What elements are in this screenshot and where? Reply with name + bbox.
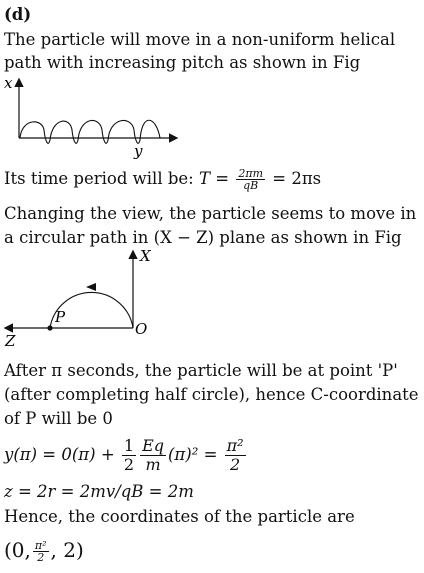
conclusion-line: Hence, the coordinates of the particle are xyxy=(4,507,355,526)
eq-y-half xyxy=(122,437,136,474)
eq-y-half-den: 2 xyxy=(123,455,135,474)
coords-num: π² xyxy=(34,539,47,552)
after-line-2: (after completing half circle), hence C-coordinate xyxy=(4,385,419,404)
fig1-y-label: y xyxy=(134,142,143,160)
period-eq: = xyxy=(210,169,235,188)
period-line xyxy=(4,168,321,191)
fig1-x-label: x xyxy=(4,74,13,92)
eq-y-lhs: y(π) = 0(π) + xyxy=(4,445,120,464)
eq-y-res-num: π² xyxy=(226,436,244,455)
fig2-z-label: Z xyxy=(5,332,16,350)
intro-line-2: path with increasing pitch as shown in Fig xyxy=(4,53,361,72)
intro-line-1: The particle will move in a non-uniform helical xyxy=(4,30,396,49)
fig2-p-label: P xyxy=(55,308,66,326)
direction-arrow xyxy=(86,283,96,291)
view-line-1: Changing the view, the particle seems to move in xyxy=(4,204,417,223)
coords-den: 2 xyxy=(37,551,45,564)
y-equation xyxy=(4,435,248,475)
coords-open: (0, xyxy=(4,538,31,562)
period-T: T xyxy=(199,169,211,188)
coords-close: , 2) xyxy=(50,538,84,562)
eq-y-eqm-den: m xyxy=(145,455,161,474)
coords-fraction xyxy=(33,540,49,563)
fig2-o-label: O xyxy=(135,320,148,338)
circle-figure xyxy=(0,246,200,351)
period-result: = 2πs xyxy=(267,169,322,188)
helix-figure xyxy=(0,72,200,162)
eq-y-half-num: 1 xyxy=(123,436,135,455)
after-line-3: of P will be 0 xyxy=(4,409,113,428)
eq-y-res-den: 2 xyxy=(230,455,241,474)
eq-y-result xyxy=(225,437,246,474)
point-P xyxy=(47,325,52,330)
z-equation: z = 2r = 2mv/qB = 2m xyxy=(4,482,194,501)
eq-y-eqm xyxy=(140,437,166,474)
view-line-2: a circular path in (X − Z) plane as shown in Fig xyxy=(4,228,402,247)
coordinates xyxy=(4,532,84,568)
period-den: qB xyxy=(243,179,259,192)
eq-y-mid: (π)² = xyxy=(168,445,223,464)
period-fraction xyxy=(236,168,265,191)
part-label: (d) xyxy=(4,5,32,24)
helix-path xyxy=(20,120,160,143)
period-num: 2πm xyxy=(238,167,264,180)
period-prefix: Its time period will be: xyxy=(4,169,199,188)
fig2-x-label: X xyxy=(140,247,151,265)
eq-y-eqm-num: Eq xyxy=(142,436,164,455)
after-line-1: After π seconds, the particle will be at point 'P' xyxy=(4,361,398,380)
